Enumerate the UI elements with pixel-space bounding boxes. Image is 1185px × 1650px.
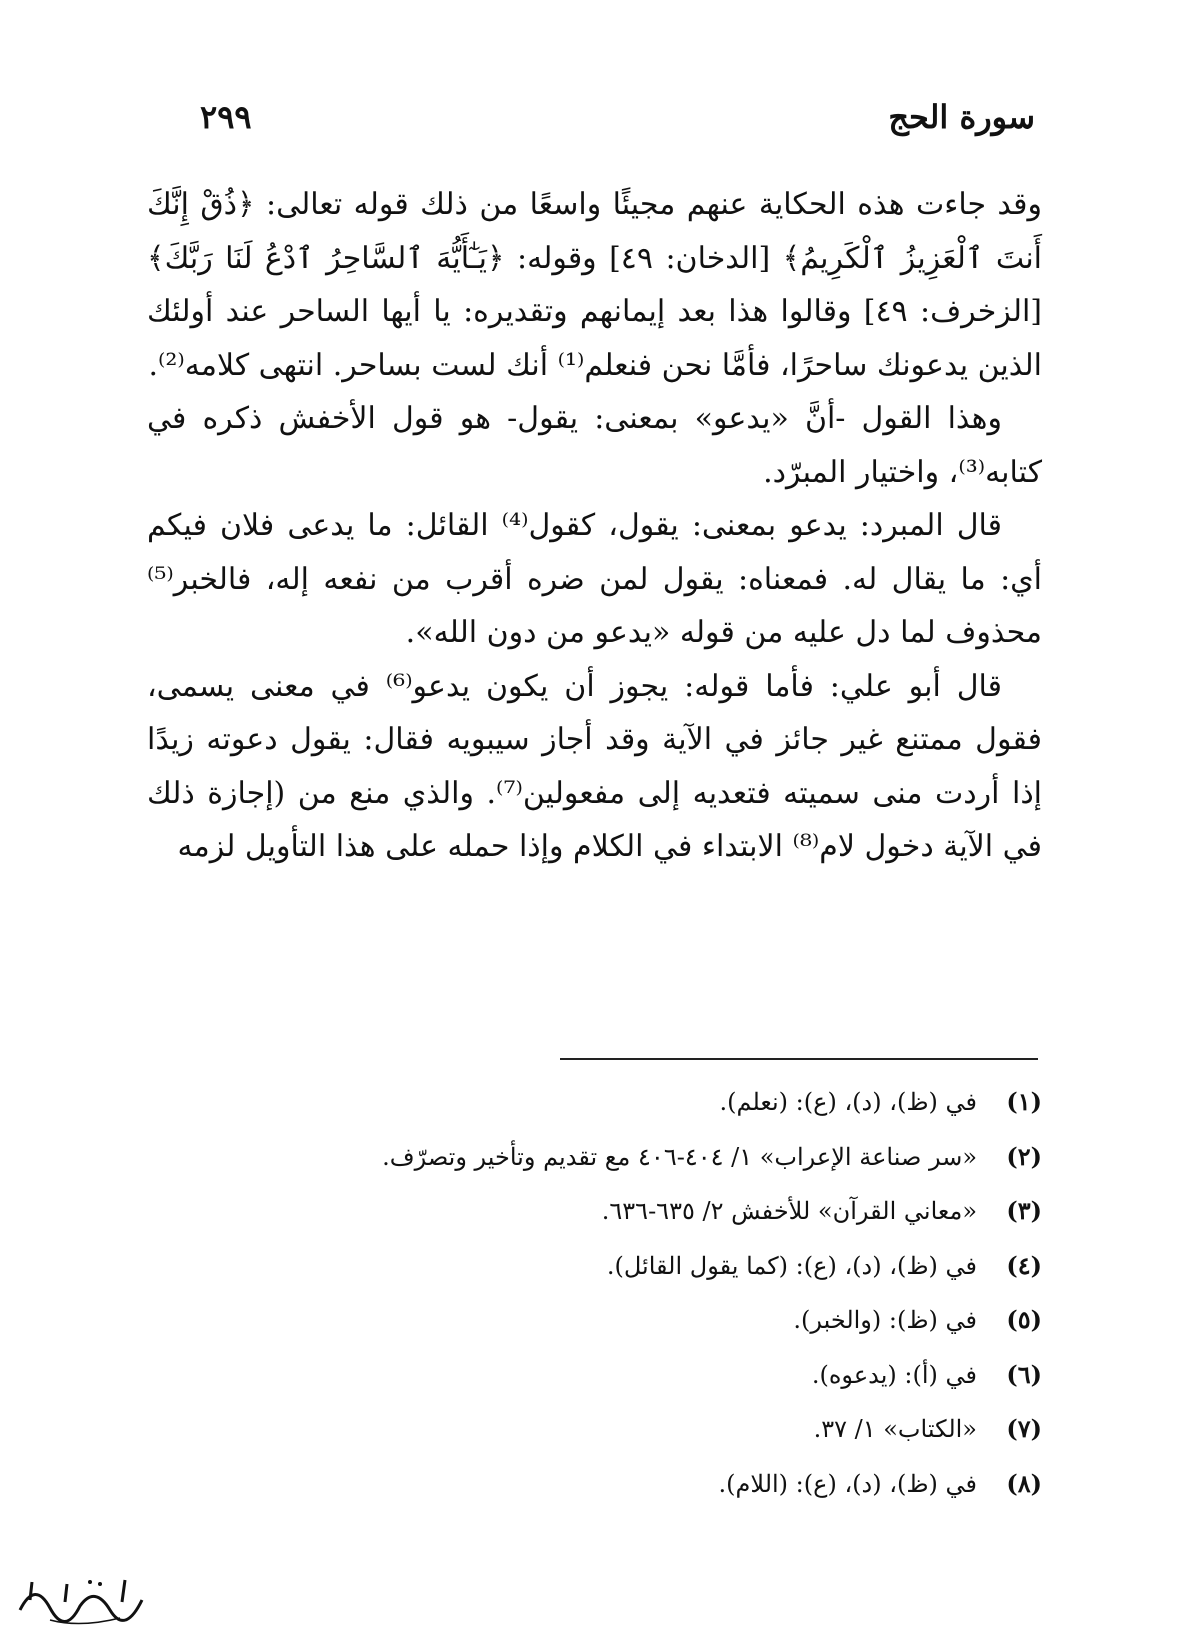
footnote-number: (٣) (1006, 1196, 1042, 1225)
footnote (147, 1402, 1042, 1457)
calligraphy-logo-icon (10, 1570, 150, 1630)
footnote (147, 1130, 1042, 1185)
footnote (147, 1184, 1042, 1239)
footnote-text: في (ظ)، (د)، (ع): (اللام). (718, 1469, 977, 1498)
publisher-logo (10, 1570, 150, 1630)
page-number: ٢٩٩ (200, 98, 252, 136)
paragraph-3: قال المبرد: يدعو بمعنى: يقول، كقول⁽⁴⁾ القائل: ما يدعى فلان فيكم أي: ما يقال له. فمعناه: يقول لمن ضره أقرب من نفعه إله، فالخبر⁽⁵⁾ محذوف لما دل عليه من قوله «يدعو من دون الله». (147, 508, 1042, 650)
footnote-number: (٥) (1006, 1305, 1042, 1334)
footnote-divider (560, 1058, 1038, 1060)
footnote (147, 1293, 1042, 1348)
footnote-text: في (أ): (يدعوه). (811, 1360, 977, 1389)
footnote (147, 1239, 1042, 1294)
body-text (147, 178, 1042, 874)
footnote-number: (٤) (1006, 1250, 1042, 1280)
paragraph-4: قال أبو علي: فأما قوله: يجوز أن يكون يدعو⁽⁶⁾ في معنى يسمى، فقول ممتنع غير جائز في الآية وقد أجاز سيبويه فقال: يقول دعوته زيدًا إذا أردت منى سميته فتعديه إلى مفعولين⁽⁷⁾. والذي منع من (إجازة ذلك في الآية دخول لام⁽⁸⁾ الابتداء في الكلام وإذا حمله على هذا التأويل لزمه (147, 668, 1043, 864)
paragraph-1: وقد جاءت هذه الحكاية عنهم مجيئًا واسعًا من ذلك قوله تعالى: ﴿ذُقْ إِنَّكَ أَنتَ ٱلْعَزِيزُ ٱلْكَرِيمُ﴾ [الدخان: ٤٩] وقوله: ﴿يَـٰٓأَيُّهَ ٱلسَّاحِرُ ٱدْعُ لَنَا رَبَّكَ﴾ [الزخرف: ٤٩] وقالوا هذا بعد إيمانهم وتقديره: يا أيها الساحر عند أولئك الذين يدعونك ساحرًا، فأمَّا نحن فنعلم⁽¹⁾ أنك لست بساحر. انتهى كلامه⁽²⁾. (147, 187, 1042, 383)
footnote-number: (٦) (1006, 1359, 1042, 1389)
footnote-text: في (ظ)، (د)، (ع): (نعلم). (719, 1088, 977, 1116)
footnotes (147, 1075, 1042, 1511)
footnote-number: (٧) (1006, 1414, 1042, 1443)
footnote-text: «الكتاب» ١/ ٣٧. (813, 1415, 977, 1443)
footnote (147, 1075, 1042, 1130)
footnote (147, 1348, 1042, 1403)
page-header (200, 98, 1035, 148)
footnote-number: (٢) (1006, 1141, 1042, 1171)
footnote-text: «سر صناعة الإعراب» ١/ ٤٠٤-٤٠٦ مع تقديم وتأخير وتصرّف. (382, 1142, 977, 1171)
surah-title: سورة الحج (888, 98, 1035, 136)
footnote-text: في (ظ): (والخبر). (793, 1306, 977, 1334)
footnote-number: (١) (1006, 1087, 1042, 1116)
footnote-text: في (ظ)، (د)، (ع): (كما يقول القائل). (606, 1251, 977, 1280)
footnote-number: (٨) (1006, 1468, 1042, 1498)
paragraph-2: وهذا القول -أنَّ «يدعو» بمعنى: يقول- هو قول الأخفش ذكره في كتابه⁽³⁾، واختيار المبرّد. (147, 401, 1042, 490)
footnote (147, 1457, 1042, 1512)
footnote-text: «معاني القرآن» للأخفش ٢/ ٦٣٥-٦٣٦. (601, 1197, 977, 1225)
